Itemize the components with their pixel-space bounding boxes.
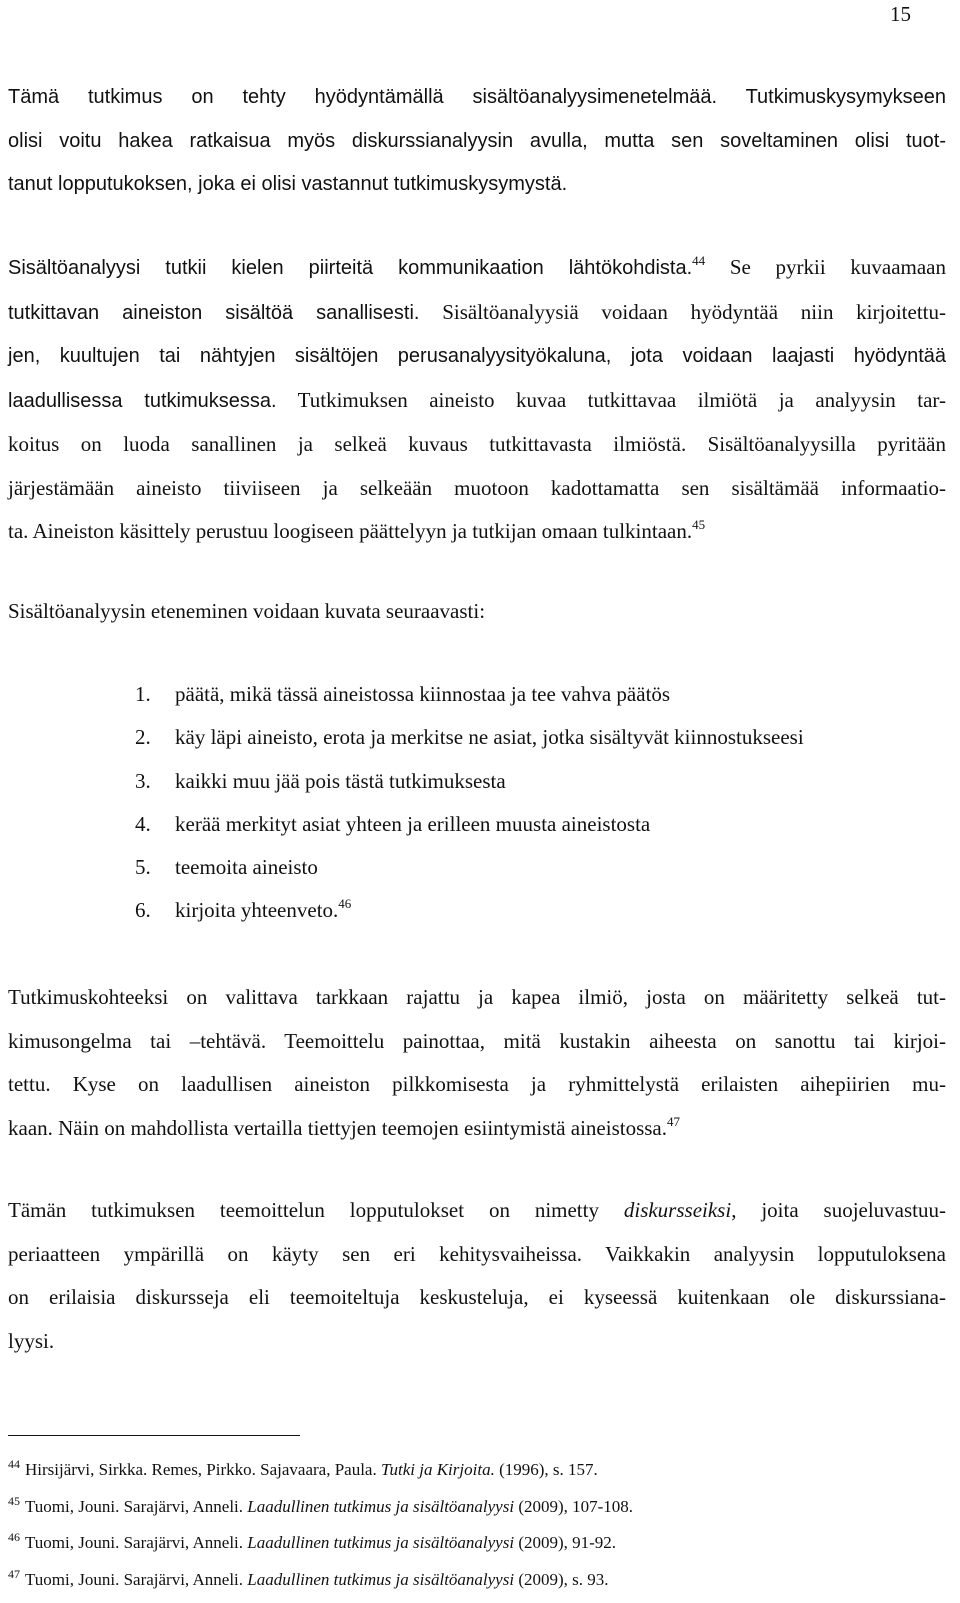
footnote	[8, 1530, 633, 1567]
footnote	[8, 1494, 633, 1531]
list-number: 4.	[135, 803, 175, 846]
footnote-text: Hirsijärvi, Sirkka. Remes, Pirkko. Sajavaara, Paula.	[25, 1460, 381, 1479]
text-span: Tutkimuksen aineisto kuvaa tutkittavaa ilmiötä ja analyysin tar-	[277, 388, 946, 412]
footnote-number: 44	[8, 1457, 20, 1471]
text-line: periaatteen ympärillä on käyty sen eri kehitysvaiheissa. Vaikkakin analyysin lopputuloksena	[8, 1233, 946, 1277]
footnote-ref[interactable]: 45	[692, 517, 705, 532]
footnote-ref[interactable]: 47	[667, 1114, 680, 1129]
footnote	[8, 1457, 633, 1494]
text-span: Se pyrkii kuvaamaan	[705, 255, 946, 279]
text-span: ta. Aineiston käsittely perustuu loogiseen päättelyyn ja tutkijan omaan tulkintaan.	[8, 519, 692, 543]
text-line: on erilaisia diskursseja eli teemoiteltuja keskusteluja, ei kyseessä kuitenkaan ole diskurssiana-	[8, 1276, 946, 1320]
footnote-title: Laadullinen tutkimus ja sisältöanalyysi	[247, 1570, 514, 1589]
text-line: kimusongelma tai –tehtävä. Teemoittelu painottaa, mitä kustakin aiheesta on sanottu tai kirjoi-	[8, 1020, 946, 1064]
list-item-text: kaikki muu jää pois tästä tutkimuksesta	[175, 769, 506, 793]
text-line: Sisältöanalyysin eteneminen voidaan kuvata seuraavasti:	[8, 590, 946, 634]
paragraph-intro	[8, 76, 946, 207]
list-item	[135, 673, 804, 716]
text-line: jen, kuultujen tai nähtyjen sisältöjen perusanalyysityökaluna, jota voidaan laajasti hyödyntää	[8, 335, 946, 379]
footnote-number: 45	[8, 1494, 20, 1508]
footnote-ref[interactable]: 44	[692, 253, 705, 268]
list-item-text: kerää merkityt asiat yhteen ja erilleen muusta aineistosta	[175, 812, 650, 836]
list-item	[135, 889, 804, 932]
list-number: 2.	[135, 716, 175, 759]
text-line: lyysi.	[8, 1320, 946, 1364]
footnote-text: (2009), 107-108.	[514, 1497, 633, 1516]
paragraph-discourses	[8, 1189, 946, 1363]
list-item-text: päätä, mikä tässä aineistossa kiinnostaa ja tee vahva päätös	[175, 682, 670, 706]
text-line: tanut lopputukoksen, joka ei olisi vastannut tutkimuskysymystä.	[8, 163, 946, 207]
footnote-text: (2009), s. 93.	[514, 1570, 608, 1589]
footnote-title: Tutki ja Kirjoita.	[381, 1460, 495, 1479]
text-span: , joita suojeluvastuu-	[731, 1198, 946, 1222]
footnote-divider	[8, 1435, 300, 1436]
footnote-number: 46	[8, 1530, 20, 1544]
list-intro	[8, 590, 946, 634]
footnote-text: Tuomi, Jouni. Sarajärvi, Anneli.	[25, 1497, 247, 1516]
footnote-number: 47	[8, 1567, 20, 1581]
list-number: 3.	[135, 760, 175, 803]
text-line: Tutkimuskohteeksi on valittava tarkkaan rajattu ja kapea ilmiö, josta on määritetty selkeä tut-	[8, 976, 946, 1020]
text-span: tutkittavan aineiston sisältöä sanallisesti.	[8, 302, 419, 324]
page-number: 15	[890, 2, 911, 27]
text-line: koitus on luoda sanallinen ja selkeä kuvaus tutkittavasta ilmiöstä. Sisältöanalyysilla pyritään	[8, 423, 946, 467]
list-number: 5.	[135, 846, 175, 889]
list-item	[135, 760, 804, 803]
text-line: olisi voitu hakea ratkaisua myös diskurssianalyysin avulla, mutta sen soveltaminen olisi tuot-	[8, 120, 946, 164]
paragraph-theming	[8, 976, 946, 1150]
footnote-text: Tuomi, Jouni. Sarajärvi, Anneli.	[25, 1533, 247, 1552]
text-span: kaan. Näin on mahdollista vertailla tiettyjen teemojen esiintymistä aineistossa.	[8, 1116, 667, 1140]
text-span: Sisältöanalyysi tutkii kielen piirteitä kommunikaation lähtökohdista.	[8, 257, 692, 279]
footnote-text: (1996), s. 157.	[495, 1460, 598, 1479]
text-span: laadullisessa tutkimuksessa.	[8, 390, 277, 412]
list-item-text: kirjoita yhteenveto.	[175, 898, 338, 922]
text-line: Tämä tutkimus on tehty hyödyntämällä sisältöanalyysimenetelmää. Tutkimuskysymykseen	[8, 76, 946, 120]
list-item-text: käy läpi aineisto, erota ja merkitse ne asiat, jotka sisältyvät kiinnostukseesi	[175, 725, 804, 749]
footnote-title: Laadullinen tutkimus ja sisältöanalyysi	[247, 1533, 514, 1552]
footnote-ref[interactable]: 46	[338, 896, 351, 911]
text-line: järjestämään aineisto tiiviiseen ja selkeään muotoon kadottamatta sen sisältämää informaatio-	[8, 467, 946, 511]
text-span-italic: diskursseiksi	[624, 1198, 731, 1222]
text-span: Tämän tutkimuksen teemoittelun lopputulokset on nimetty	[8, 1198, 624, 1222]
list-number: 1.	[135, 673, 175, 716]
footnote-text: (2009), 91-92.	[514, 1533, 616, 1552]
footnotes	[8, 1457, 633, 1603]
text-line: tettu. Kyse on laadullisen aineiston pilkkomisesta ja ryhmittelystä erilaisten aihepiirien mu-	[8, 1063, 946, 1107]
footnote	[8, 1567, 633, 1603]
text-span: Sisältöanalyysiä voidaan hyödyntää niin kirjoitettu-	[419, 300, 946, 324]
steps-list	[135, 673, 804, 933]
footnote-text: Tuomi, Jouni. Sarajärvi, Anneli.	[25, 1570, 247, 1589]
paragraph-content-analysis	[8, 246, 946, 554]
list-number: 6.	[135, 889, 175, 932]
list-item	[135, 846, 804, 889]
list-item	[135, 716, 804, 759]
footnote-title: Laadullinen tutkimus ja sisältöanalyysi	[247, 1497, 514, 1516]
list-item-text: teemoita aineisto	[175, 855, 318, 879]
list-item	[135, 803, 804, 846]
